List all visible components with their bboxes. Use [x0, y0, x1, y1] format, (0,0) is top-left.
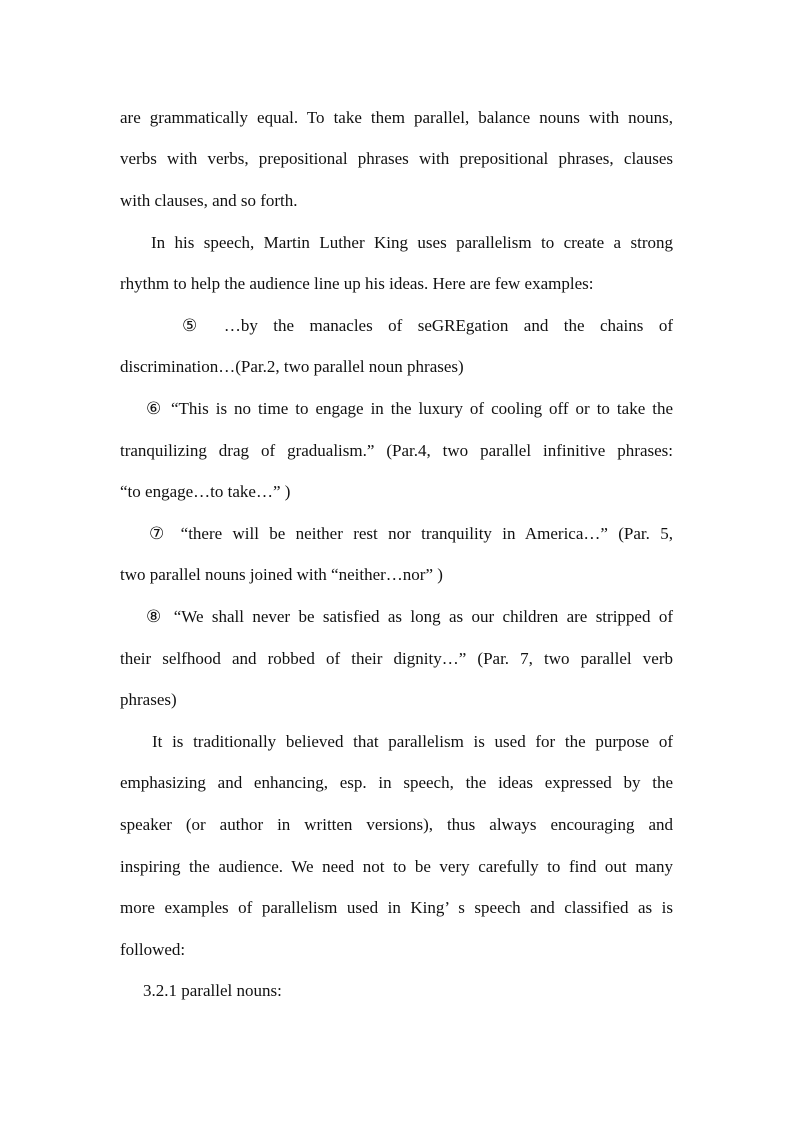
example-line: their selfhood and robbed of their dignity…” (Par. 7, two parallel verb — [120, 649, 673, 668]
paragraph-line: It is traditionally believed that parallelism is used for the purpose of — [152, 732, 673, 751]
example-line: ⑥ “This is no time to engage in the luxury of cooling off or to take the — [146, 399, 673, 418]
example-line: phrases) — [120, 690, 177, 709]
paragraph-line: are grammatically equal. To take them parallel, balance nouns with nouns, — [120, 108, 673, 127]
example-line: ⑦ “there will be neither rest nor tranquility in America…” (Par. 5, — [149, 524, 673, 543]
example-line: two parallel nouns joined with “neither…nor” ) — [120, 565, 443, 584]
paragraph-line: with clauses, and so forth. — [120, 191, 298, 210]
example-line: “to engage…to take…” ) — [120, 482, 291, 501]
paragraph-line: In his speech, Martin Luther King uses parallelism to create a strong — [151, 233, 673, 252]
paragraph-line: verbs with verbs, prepositional phrases with prepositional phrases, clauses — [120, 149, 673, 168]
paragraph-line: speaker (or author in written versions), thus always encouraging and — [120, 815, 673, 834]
example-line: tranquilizing drag of gradualism.” (Par.4, two parallel infinitive phrases: — [120, 441, 673, 460]
paragraph-line: more examples of parallelism used in King’ s speech and classified as is — [120, 898, 673, 917]
paragraph-line: emphasizing and enhancing, esp. in speech, the ideas expressed by the — [120, 773, 673, 792]
section-heading: 3.2.1 parallel nouns: — [143, 981, 282, 1000]
example-line: ⑤ …by the manacles of seGREgation and the chains of — [182, 316, 673, 335]
example-line: discrimination…(Par.2, two parallel noun phrases) — [120, 357, 464, 376]
example-line: ⑧ “We shall never be satisfied as long as our children are stripped of — [146, 607, 673, 626]
paragraph-line: followed: — [120, 940, 186, 959]
paragraph-line: rhythm to help the audience line up his ideas. Here are few examples: — [120, 274, 594, 293]
paragraph-line: inspiring the audience. We need not to be very carefully to find out many — [120, 857, 673, 876]
